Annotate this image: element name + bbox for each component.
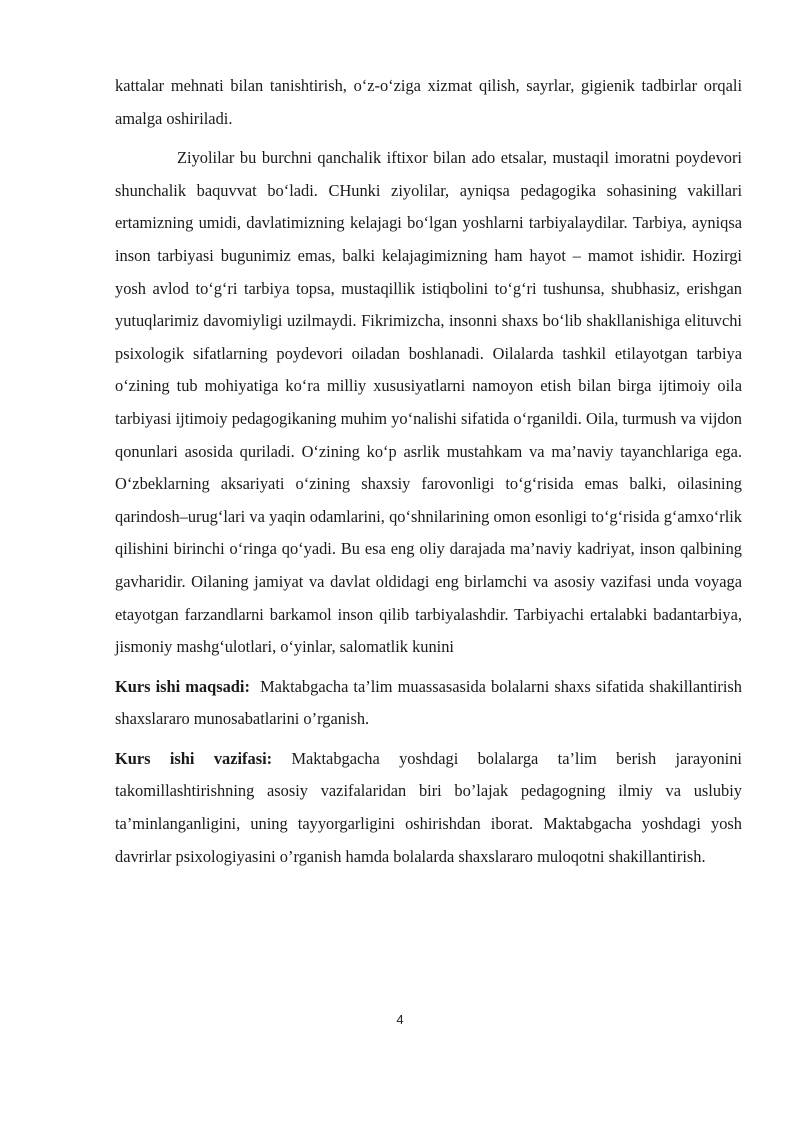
paragraph-continuation: kattalar mehnati bilan tanishtirish, o‘z-o‘ziga xizmat qilish, sayrlar, gigienik tadbirlar orqali amalga oshiriladi. — [115, 76, 742, 128]
document-page — [115, 70, 742, 873]
course-goal-text: Maktabgacha ta’lim muassasasida bolalarni shaxs sifatida shakillantirish shaxslararo munosabatlarini o’rganish. — [115, 676, 742, 729]
course-task-label: Kurs ishi vazifasi: — [115, 748, 273, 768]
page-number: 4 — [396, 1012, 404, 1027]
course-goal-label: Kurs ishi maqsadi: — [115, 676, 250, 696]
paragraph-intellectuals: Ziyolilar bu burchni qanchalik iftixor bilan ado etsalar, mustaqil imoratni poydevori shunchalik baquvvat bo‘ladi. CHunki ziyolilar, ayniqsa pedagogika sohasining vakillari ertamizning umidi, davlatimizning kelajagi bo‘lgan yoshlarni tarbiyalaydilar. Tarbiya, ayniqsa inson tarbiyasi bugunimiz emas, balki kelajagimizning ham hayot – mamot ishidir. Hozirgi yosh avlod to‘g‘ri tarbiya topsa, mustaqillik istiqbolini to‘g‘ri tushunsa, shubhasiz, erishgan yutuqlarimiz davomiyligi uzilmaydi. Fikrimizcha, insonni shaxs bo‘lib shakllanishiga elituvchi psixologik sifatlarning poydevori oiladan boshlanadi. Oilalarda tashkil etilayotgan tarbiya o‘zining tub mohiyatiga ko‘ra milliy xususiyatlarni namoyon etish bilan birga ijtimoiy oila tarbiyasi ijtimoiy pedagogikaning muhim yo‘nalishi sifatida o‘rganildi. Oila, turmush va vijdon qonunlari asosida quriladi. O‘zining ko‘p asrlik mustahkam va ma’naviy tayanchlariga ega. O‘zbeklarning aksariyati o‘zining shaxsiy farovonligi to‘g‘risida emas balki, oilasining qarindosh–urug‘lari va yaqin odamlarini, qo‘shnilarining omon esonligi to‘g‘risida g‘amxo‘rlik qilishini birinchi o‘ringa qo‘yadi. Bu esa eng oliy darajada ma’naviy kadriyat, inson qalbining gavharidir. Oilaning jamiyat va davlat oldidagi eng birlamchi va asosiy vazifasi unda voyaga etayotgan farzandlarni barkamol inson qilib tarbiyalashdir. Tarbiyachi ertalabki badantarbiya, jismoniy mashg‘ulotlari, o‘yinlar, salomatlik kunini — [115, 148, 742, 657]
course-task-text: Maktabgacha yoshdagi bolalarga ta’lim berish jarayonini takomillashtirishning asosiy vazifalaridan biri bo’lajak pedagogning ilmiy va uslubiy ta’minlanganligini, uning tayyorgarligini oshirishdan iborat. Maktabgacha yoshdagi yosh davrirlar psixologiyasini o’rganish hamda bolalarda shaxslararo muloqotni shakillantirish. — [115, 748, 742, 866]
paragraph-course-goal — [115, 671, 742, 736]
paragraph-course-tasks — [115, 743, 742, 873]
